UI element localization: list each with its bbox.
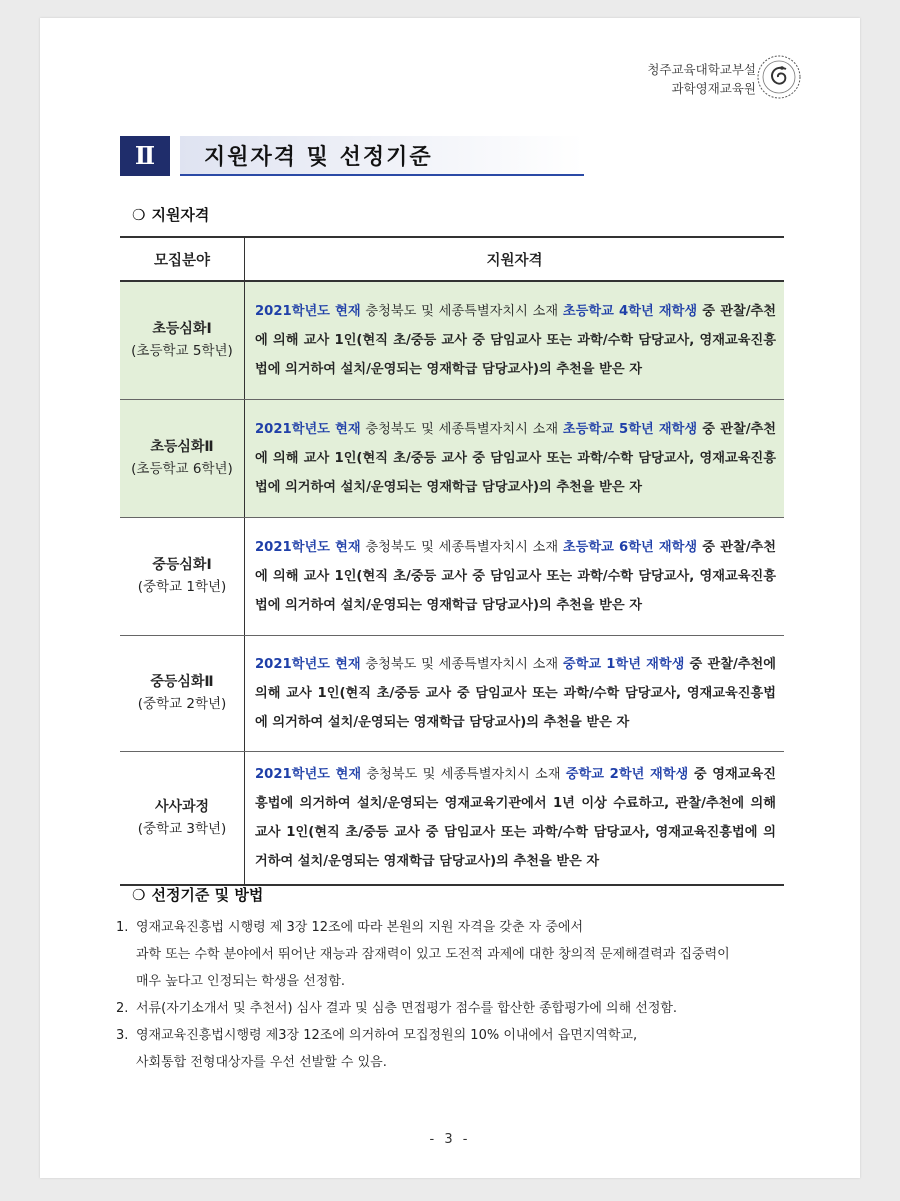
table-row	[120, 751, 784, 885]
field-name: 사사과정	[154, 798, 210, 815]
field-name: 중등심화Ⅰ	[152, 557, 212, 573]
document-page	[40, 18, 860, 1178]
list-item: 2. 서류(자기소개서 및 추천서) 심사 결과 및 심층 면접평가 점수를 합산한 종합평가에 의해 선정함.	[116, 1001, 678, 1016]
table-header-row	[120, 237, 784, 281]
field-grade: (중학교 3학년)	[137, 820, 227, 837]
criteria-list	[116, 914, 796, 1076]
qualification-heading: ❍ 지원자격	[132, 206, 210, 224]
qualification-cell: 2021학년도 현재 충청북도 및 세종특별자치시 소재 초등학교 5학년 재학생 중 관찰/추천에 의해 교사 1인(현직 초/중등 교사 중 담임교사 또는 과학/수학 담당교사, 영재교육진흥법에 의거하여 설치/운영되는 영재학급 담당교사)의 추천을 받은 자	[245, 399, 785, 517]
page-number: - 3 -	[429, 1132, 471, 1147]
field-grade: (초등학교 6학년)	[131, 461, 233, 477]
field-grade: (중학교 1학년)	[137, 579, 227, 595]
circle-bullet-icon: ❍	[132, 206, 146, 224]
org-line-1: 청주교육대학교부설	[647, 62, 756, 77]
list-item: 3. 영재교육진흥법시행령 제3장 12조에 의거하여 모집정원의 10% 이내에서 읍면지역학교, 사회통합 전형대상자를 우선 선발할 수 있음.	[116, 1028, 638, 1070]
qualification-table	[120, 236, 784, 886]
column-header-qualification: 지원자격	[245, 237, 785, 281]
qualification-cell: 2021학년도 현재 충청북도 및 세종특별자치시 소재 중학교 1학년 재학생 중 관찰/추천에 의해 교사 1인(현직 초/중등 교사 중 담임교사 또는 과학/수학 담당교사, 영재교육진흥법에 의거하여 설치/운영되는 영재학급 담당교사)의 추천을 받은 자	[245, 635, 785, 751]
field-cell	[120, 517, 245, 635]
field-grade: (중학교 2학년)	[137, 696, 227, 712]
university-emblem-icon	[756, 54, 802, 100]
column-header-field: 모집분야	[120, 237, 245, 281]
section-title: 지원자격 및 선정기준	[204, 145, 433, 170]
field-cell	[120, 635, 245, 751]
qualification-cell: 2021학년도 현재 충청북도 및 세종특별자치시 소재 중학교 2학년 재학생 중 영재교육진흥법에 의거하여 설치/운영되는 영재교육기관에서 1년 이상 수료하고, 관찰/추천에 의해 교사 1인(현직 초/중등 교사 중 담임교사 또는 과학/수학 담당교사, 영재교육진흥법에 의거하여 설치/운영되는 영재학급 담당교사)의 추천을 받은 자	[245, 751, 785, 885]
field-cell	[120, 281, 245, 399]
circle-bullet-icon: ❍	[132, 886, 146, 904]
field-name: 중등심화Ⅱ	[150, 674, 214, 690]
field-name: 초등심화Ⅰ	[152, 321, 212, 338]
field-cell	[120, 399, 245, 517]
field-name: 초등심화Ⅱ	[150, 439, 214, 455]
table-row	[120, 399, 784, 517]
section-number: Ⅱ	[120, 136, 170, 176]
qualification-cell: 2021학년도 현재 충청북도 및 세종특별자치시 소재 초등학교 6학년 재학생 중 관찰/추천에 의해 교사 1인(현직 초/중등 교사 중 담임교사 또는 과학/수학 담당교사, 영재교육진흥법에 의거하여 설치/운영되는 영재학급 담당교사)의 추천을 받은 자	[245, 517, 785, 635]
org-line-2: 과학영재교육원	[671, 81, 756, 96]
table-row	[120, 281, 784, 399]
qualification-cell: 2021학년도 현재 충청북도 및 세종특별자치시 소재 초등학교 4학년 재학생 중 관찰/추천에 의해 교사 1인(현직 초/중등 교사 중 담임교사 또는 과학/수학 담당교사, 영재교육진흥법에 의거하여 설치/운영되는 영재학급 담당교사)의 추천을 받은 자	[245, 281, 785, 399]
organization-name	[647, 60, 756, 98]
table-row	[120, 517, 784, 635]
field-grade: (초등학교 5학년)	[131, 343, 233, 360]
section-title-block	[120, 136, 584, 176]
list-item: 1. 영재교육진흥법 시행령 제 3장 12조에 따라 본원의 지원 자격을 갖춘 자 중에서 과학 또는 수학 분야에서 뛰어난 재능과 잠재력이 있고 도전적 과제에 대한 창의적 문제해결력과 집중력이 매우 높다고 인정되는 학생을 선정함.	[116, 920, 730, 989]
field-cell	[120, 751, 245, 885]
criteria-heading: ❍ 선정기준 및 방법	[132, 886, 264, 904]
table-row	[120, 635, 784, 751]
